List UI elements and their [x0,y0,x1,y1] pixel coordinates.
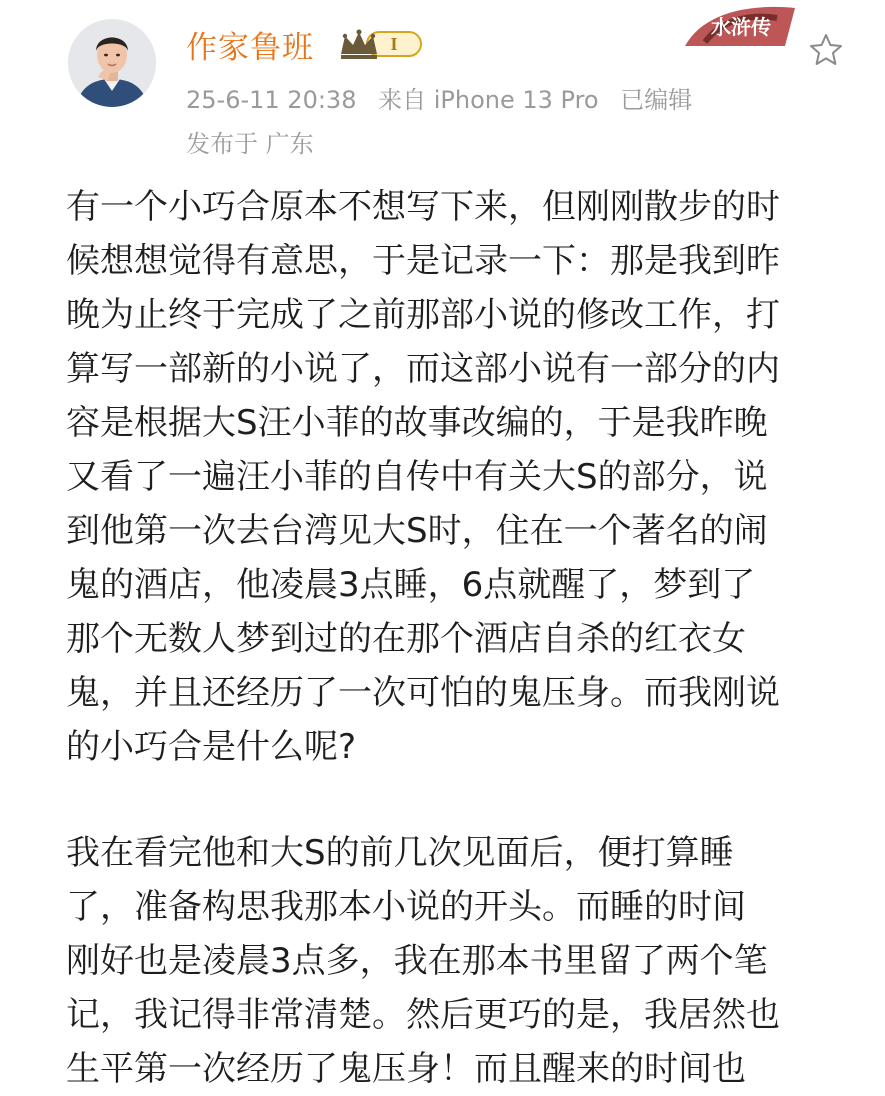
text-line: 有一个小巧合原本不想写下来，但刚刚散步的时 [66,187,780,227]
decorative-card-banner [645,0,815,50]
author-avatar[interactable] [68,19,156,107]
post-location: 发布于 广东 [186,130,314,158]
text-line: 记，我记得非常清楚。然后更巧的是，我居然也 [66,995,780,1035]
badge-level: I [390,34,398,54]
text-line: 鬼，并且还经历了一次可怕的鬼压身。而我刚说 [66,673,780,713]
decor-text: 水浒传 [711,15,771,39]
text-line: 鬼的酒店，他凌晨3点睡，6点就醒了，梦到了 [66,565,756,605]
post-timestamp: 25-6-11 20:38 [186,86,357,114]
post-source[interactable]: 来自 iPhone 13 Pro [378,86,599,114]
post-paragraph [0,180,856,774]
post-header [0,0,885,170]
avatar-photo-icon [68,19,156,107]
text-line: 算写一部新的小说了，而这部小说有一部分的内 [66,349,780,389]
star-icon[interactable] [808,32,844,68]
text-line: 晚为止终于完成了之前那部小说的修改工作，打 [66,295,780,335]
text-line: 又看了一遍汪小菲的自传中有关大S的部分，说 [66,457,768,497]
text-line: 候想想觉得有意思，于是记录一下：那是我到昨 [66,241,780,281]
author-name[interactable]: 作家鲁班 [186,30,314,66]
text-line: 生平第一次经历了鬼压身！而且醒来的时间也 [66,1049,746,1089]
text-line: 那个无数人梦到过的在那个酒店自杀的红衣女 [66,619,746,659]
text-line: 我在看完他和大S的前几次见面后，便打算睡 [66,833,734,873]
edited-label[interactable]: 已编辑 [620,86,693,114]
text-line: 到他第一次去台湾见大S时，住在一个著名的闹 [66,511,768,551]
post-meta [186,80,706,115]
text-line: 的小巧合是什么呢? [66,727,357,767]
post-body [0,180,885,1096]
text-line: 容是根据大S汪小菲的故事改编的，于是我昨晚 [66,403,768,443]
text-line: 刚好也是凌晨3点多，我在那本书里留了两个笔 [66,941,768,981]
vip-crown-badge-icon[interactable] [337,26,425,62]
text-line: 了，准备构思我那本小说的开头。而睡的时间 [66,887,746,927]
post-paragraph [0,826,856,1096]
